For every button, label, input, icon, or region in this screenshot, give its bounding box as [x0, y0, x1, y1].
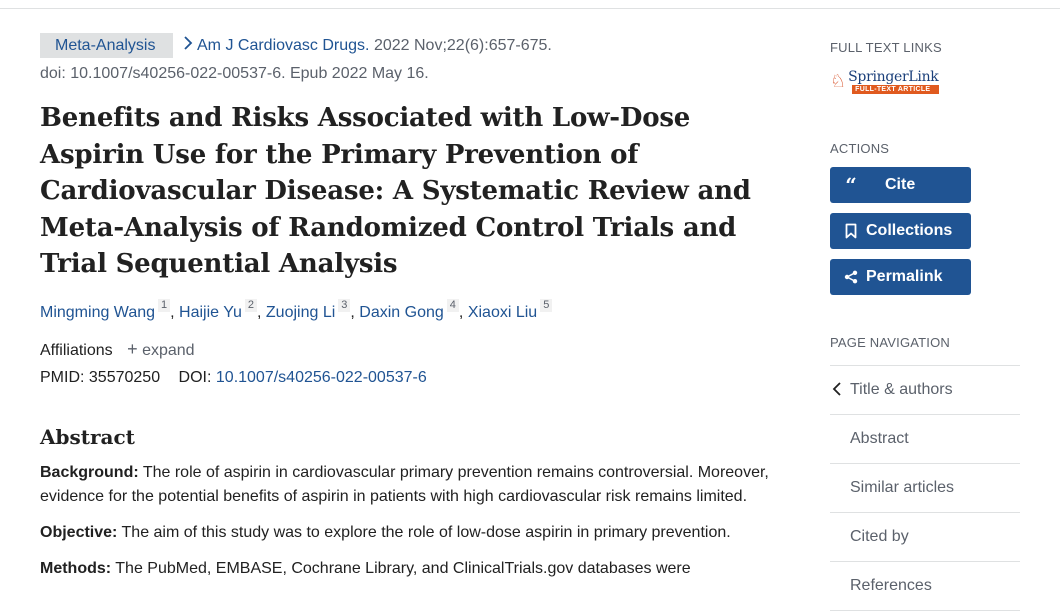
permalink-button[interactable] — [830, 259, 971, 295]
author-link[interactable]: Zuojing Li — [265, 303, 336, 321]
doi-link[interactable]: 10.1007/s40256-022-00537-6 — [215, 368, 427, 386]
abstract-body — [40, 461, 770, 581]
affiliation-number[interactable]: 5 — [540, 299, 552, 312]
nav-item-label: Cited by — [850, 528, 909, 545]
nav-item-label: Similar articles — [850, 479, 955, 496]
affiliation-number[interactable]: 3 — [338, 299, 350, 312]
full-text-links-heading: FULL TEXT LINKS — [830, 40, 942, 55]
plus-icon: + — [127, 338, 138, 359]
permalink-label: Permalink — [866, 268, 943, 285]
background-label: Background: — [40, 463, 139, 481]
nav-item-similar-articles[interactable] — [830, 464, 1020, 513]
abstract-methods — [40, 557, 770, 581]
objective-text: The aim of this study was to explore the role of low-dose aspirin in primary prevention. — [121, 523, 731, 541]
affiliation-number[interactable]: 1 — [158, 299, 170, 312]
nav-item-label: Title & authors — [850, 381, 953, 398]
nav-item-label: Abstract — [850, 430, 909, 447]
methods-text: The PubMed, EMBASE, Cochrane Library, and ClinicalTrials.gov databases were — [115, 559, 691, 577]
identifiers-line — [40, 366, 770, 390]
bookmark-icon — [842, 223, 860, 239]
abstract-background — [40, 461, 770, 509]
journal-link[interactable]: Am J Cardiovasc Drugs. — [197, 37, 370, 55]
header-divider — [0, 8, 1060, 9]
expand-label: expand — [142, 341, 195, 359]
actions-heading: ACTIONS — [830, 141, 890, 156]
background-text: The role of aspirin in cardiovascular primary prevention remains controversial. Moreover, evidence for the potential benefits of aspirin in patients with high cardiovascular risk remains limited. — [40, 463, 769, 505]
sidebar — [830, 40, 1020, 611]
abstract-heading: Abstract — [40, 424, 135, 449]
article-main — [40, 33, 770, 581]
citation-details: 2022 Nov;22(6):657-675. — [373, 37, 552, 55]
nav-item-label: References — [850, 577, 932, 594]
citation-line — [40, 33, 770, 59]
author-link[interactable]: Xiaoxi Liu — [467, 303, 538, 321]
author-link[interactable]: Mingming Wang — [40, 303, 156, 321]
collections-label: Collections — [866, 222, 953, 239]
chevron-left-icon — [832, 382, 842, 401]
nav-item-title-authors[interactable] — [830, 366, 1020, 415]
objective-label: Objective: — [40, 523, 118, 541]
affiliation-number[interactable]: 2 — [245, 299, 257, 312]
cite-button[interactable] — [830, 167, 971, 203]
article-title: Benefits and Risks Associated with Low-Dose Aspirin Use for the Primary Prevention of Cardiovascular Disease: A Systematic Review and Meta-Analysis of Randomized Control Trials and Trial Sequential Analysis — [40, 103, 751, 280]
author-link[interactable]: Daxin Gong — [359, 303, 444, 321]
springerlink-name: SpringerLink — [848, 69, 939, 85]
abstract-objective — [40, 521, 770, 545]
doi-label: DOI: — [178, 368, 212, 386]
page-navigation-heading: PAGE NAVIGATION — [830, 335, 951, 350]
affiliations-toggle[interactable] — [40, 337, 770, 363]
chevron-right-icon — [183, 33, 193, 59]
cite-label: Cite — [885, 176, 916, 193]
quote-icon: “ — [845, 173, 857, 197]
methods-label: Methods: — [40, 559, 112, 577]
authors-list: Mingming Wang 1 , Haijie Yu 2 , Zuojing Li 3 , Daxin Gong 4 , Xiaoxi Liu 5 — [40, 301, 770, 325]
springer-horse-icon: ♘ — [830, 71, 847, 91]
nav-item-abstract[interactable] — [830, 415, 1020, 464]
nav-item-references[interactable] — [830, 562, 1020, 611]
springerlink-logo-link[interactable] — [830, 70, 1020, 100]
author-link[interactable]: Haijie Yu — [179, 303, 242, 321]
full-text-article-badge: FULL-TEXT ARTICLE — [852, 85, 938, 94]
pmid-value: 35570250 — [88, 368, 161, 386]
share-icon — [842, 270, 860, 284]
affiliations-label: Affiliations — [40, 341, 113, 359]
collections-button[interactable] — [830, 213, 971, 249]
publication-type-badge: Meta-Analysis — [40, 33, 173, 58]
nav-item-cited-by[interactable] — [830, 513, 1020, 562]
pmid-label: PMID: — [40, 368, 85, 386]
page-navigation-list — [830, 365, 1020, 611]
affiliation-number[interactable]: 4 — [447, 299, 459, 312]
doi-epub-line: doi: 10.1007/s40256-022-00537-6. Epub 2022 May 16. — [40, 65, 429, 83]
